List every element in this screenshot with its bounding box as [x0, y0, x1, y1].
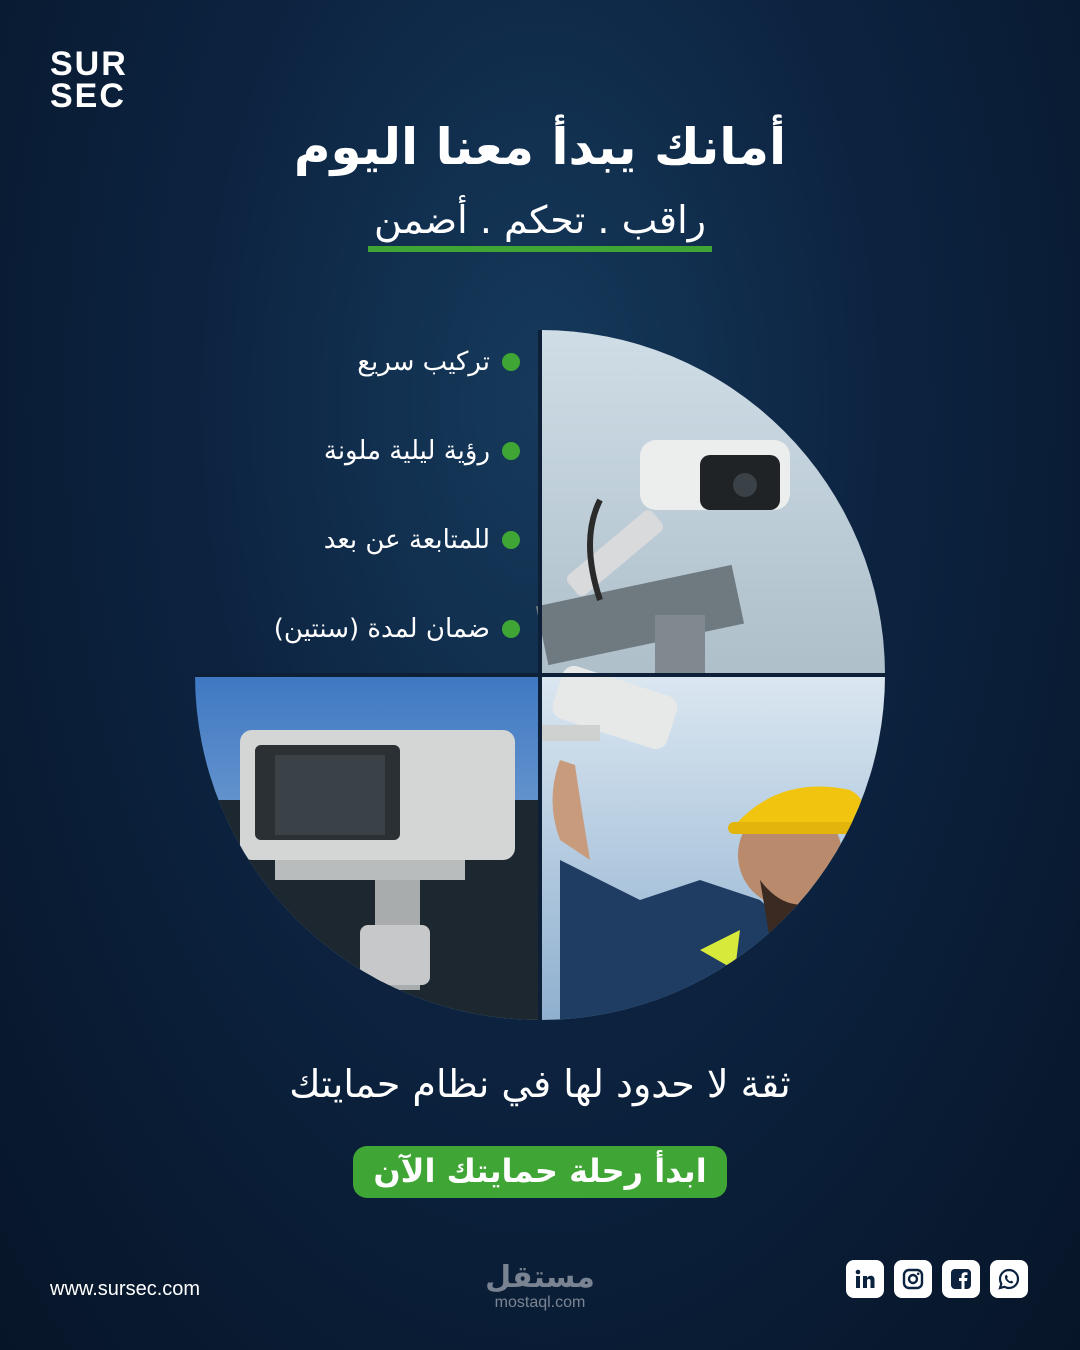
instagram-icon[interactable]: [894, 1260, 932, 1298]
feature-item: [324, 510, 520, 570]
watermark-latin: mostaql.com: [494, 1294, 586, 1311]
whatsapp-icon[interactable]: [990, 1260, 1028, 1298]
headline: أمانك يبدأ معنا اليوم: [293, 118, 787, 176]
box-security-camera-image: [195, 675, 540, 1020]
feature-label: للمتابعة عن بعد: [323, 525, 490, 555]
feature-item: [274, 599, 520, 659]
brand-logo-line1: SUR: [50, 45, 128, 83]
tagline: راقب . تحكم . أضمن: [368, 198, 712, 252]
feature-item: [324, 421, 520, 481]
feature-item: [357, 332, 520, 392]
trust-text: ثقة لا حدود لها في نظام حمايتك: [289, 1062, 791, 1106]
bullet-dot: [502, 442, 520, 460]
social-links: [846, 1260, 1028, 1298]
linkedin-icon[interactable]: [846, 1260, 884, 1298]
bullet-dot: [502, 353, 520, 371]
website-link[interactable]: www.sursec.com: [50, 1278, 201, 1300]
watermark-arabic: مستقل: [485, 1260, 595, 1295]
bullet-dot: [502, 620, 520, 638]
brand-logo-line2: SEC: [50, 77, 126, 115]
facebook-icon[interactable]: [942, 1260, 980, 1298]
security-camera-on-pole-image: [536, 330, 885, 675]
bullet-dot: [502, 531, 520, 549]
cta-button[interactable]: ابدأ رحلة حمايتك الآن: [353, 1146, 726, 1198]
feature-label: ضمان لمدة (سنتين): [273, 614, 490, 644]
technician-installing-camera-image: [540, 663, 885, 1020]
feature-label: تركيب سريع: [357, 347, 490, 377]
feature-label: رؤية ليلية ملونة: [323, 436, 490, 466]
